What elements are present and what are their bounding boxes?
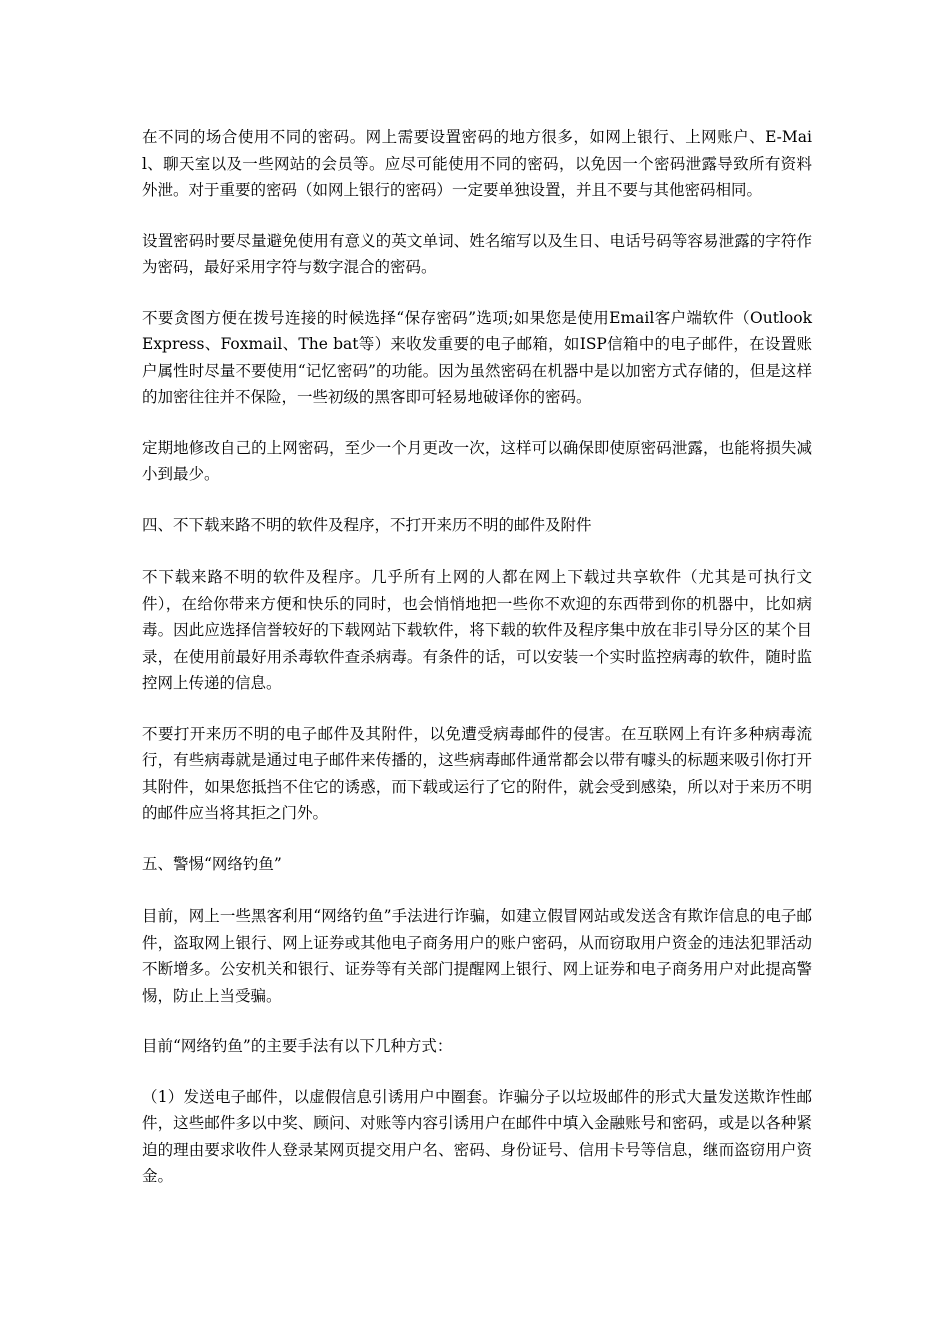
paragraph-phishing-methods-intro: 目前“网络钓鱼”的主要手法有以下几种方式： [142, 1037, 453, 1055]
section-heading-4: 四、不下载来路不明的软件及程序，不打开来历不明的邮件及附件 [142, 515, 592, 534]
paragraph-passwords-change-regularly: 定期地修改自己的上网密码，至少一个月更改一次，这样可以确保即使原密码泄露，也能将损失减小到最少。 [142, 438, 812, 483]
paragraph-no-unknown-attachments: 不要打开来历不明的电子邮件及其附件，以免遭受病毒邮件的侵害。在互联网上有许多种病毒流行，有些病毒就是通过电子邮件来传播的，这些病毒邮件通常都会以带有噱头的标题来吸引你打开其附件，如果您抵挡不住它的诱惑，而下载或运行了它的附件，就会受到感染，所以对于来历不明的邮件应当将其拒之门外。 [142, 724, 812, 822]
paragraph-passwords-dont-save: 不要贪图方便在拨号连接的时候选择“保存密码”选项;如果您是使用Email客户端软件（Outlook Express、Foxmail、The bat等）来收发重要的电子邮箱，如ISP信箱中的电子邮件，在设置账户属性时尽量不要使用“记忆密码”的功能。因为虽然密码在机器中是以加密方式存储的，但是这样的加密往往并不保险，一些初级的黑客即可轻易地破译你的密码。 [142, 308, 812, 406]
paragraph-no-unknown-downloads: 不下载来路不明的软件及程序。几乎所有上网的人都在网上下载过共享软件（尤其是可执行文件），在给你带来方便和快乐的同时，也会悄悄地把一些你不欢迎的东西带到你的机器中，比如病毒。因此应选择信誉较好的下载网站下载软件，将下载的软件及程序集中放在非引导分区的某个目录，在使用前最好用杀毒软件查杀病毒。有条件的话，可以安装一个实时监控病毒的软件，随时监控网上传递的信息。 [142, 568, 812, 692]
document-body [142, 124, 812, 1214]
paragraph-phishing-intro: 目前，网上一些黑客利用“网络钓鱼”手法进行诈骗，如建立假冒网站或发送含有欺诈信息的电子邮件，盗取网上银行、网上证券或其他电子商务用户的账户密码，从而窃取用户资金的违法犯罪活动不断增多。公安机关和银行、证券等有关部门提醒网上银行、网上证券和电子商务用户对此提高警惕，防止上当受骗。 [142, 907, 812, 1005]
section-heading-5: 五、警惕“网络钓鱼” [142, 854, 282, 873]
paragraph-phishing-method-1: （1）发送电子邮件，以虚假信息引诱用户中圈套。诈骗分子以垃圾邮件的形式大量发送欺诈性邮件，这些邮件多以中奖、顾问、对账等内容引诱用户在邮件中填入金融账号和密码，或是以各种紧迫的理由要求收件人登录某网页提交用户名、密码、身份证号、信用卡号等信息，继而盗窃用户资金。 [142, 1087, 812, 1185]
paragraph-passwords-different: 在不同的场合使用不同的密码。网上需要设置密码的地方很多，如网上银行、上网账户、E-Mail、聊天室以及一些网站的会员等。应尽可能使用不同的密码，以免因一个密码泄露导致所有资料外泄。对于重要的密码（如网上银行的密码）一定要单独设置，并且不要与其他密码相同。 [142, 128, 812, 199]
paragraph-passwords-avoid-meaningful: 设置密码时要尽量避免使用有意义的英文单词、姓名缩写以及生日、电话号码等容易泄露的字符作为密码，最好采用字符与数字混合的密码。 [142, 231, 812, 276]
